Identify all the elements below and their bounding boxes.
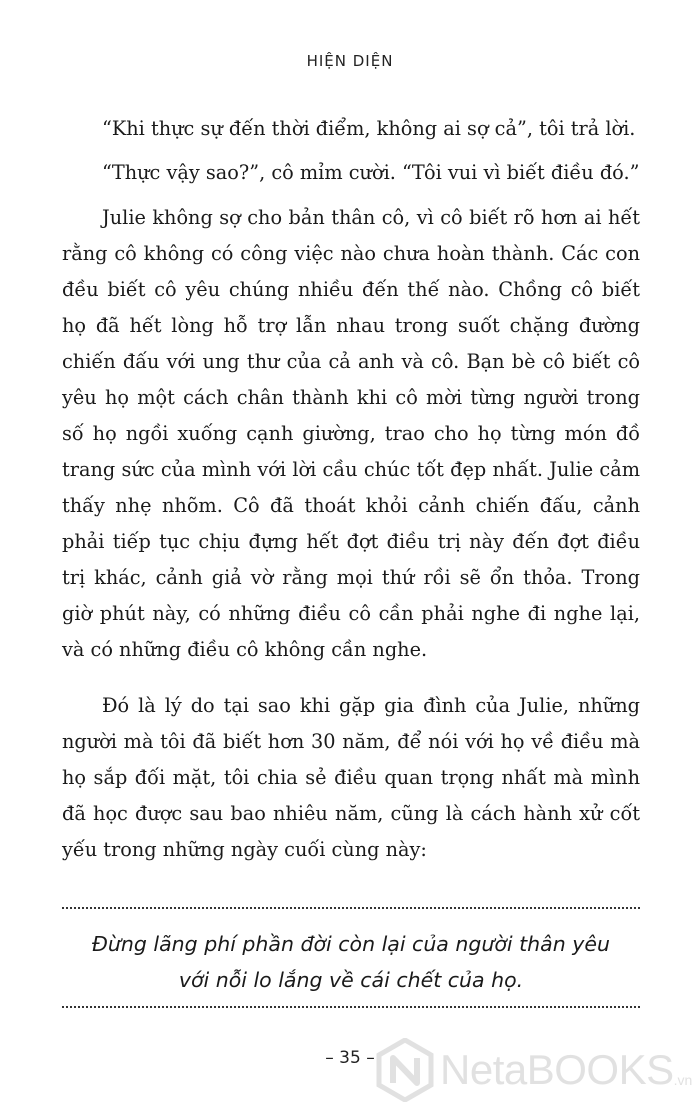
netabooks-logo-icon bbox=[376, 1038, 434, 1102]
callout-bottom-divider bbox=[62, 1006, 640, 1008]
paragraph-4 bbox=[62, 688, 640, 868]
paragraph-2 bbox=[62, 155, 640, 191]
callout-top-divider bbox=[62, 907, 640, 909]
paragraph-text: Julie không sợ cho bản thân cô, vì cô biết rõ hơn ai hết rằng cô không có công việc nào chưa hoàn thành. Các con đều biết cô yêu chúng nhiều đến thế nào. Chồng cô biết họ đã hết lòng hỗ trợ lẫn nhau trong suốt chặng đường chiến đấu với ung thư của cả anh và cô. Bạn bè cô biết cô yêu họ một cách chân thành khi cô mời từng người trong số họ ngồi xuống cạnh giường, trao cho họ từng món đồ trang sức của mình với lời cầu chúc tốt đẹp nhất. Julie cảm thấy nhẹ nhõm. Cô đã thoát khỏi cảnh chiến đấu, cảnh phải tiếp tục chịu đựng hết đợt điều trị này đến đợt điều trị khác, cảnh giả vờ rằng mọi thứ rồi sẽ ổn thỏa. Trong giờ phút này, có những điều cô cần phải nghe đi nghe lại, và có những điều cô không cần nghe. bbox=[62, 206, 640, 661]
callout-quote bbox=[62, 926, 640, 998]
callout-line-2: với nỗi lo lắng về cái chết của họ. bbox=[178, 968, 524, 992]
watermark-suffix: .vn bbox=[673, 1072, 693, 1088]
paragraph-text: “Khi thực sự đến thời điểm, không ai sợ cả”, tôi trả lời. bbox=[102, 117, 636, 140]
callout-line-1: Đừng lãng phí phần đời còn lại của người thân yêu bbox=[92, 932, 610, 956]
paragraph-3 bbox=[62, 200, 640, 668]
watermark bbox=[376, 1030, 696, 1110]
running-header-title: HIỆN DIỆN bbox=[306, 52, 394, 70]
watermark-brand: NetaBOOKS bbox=[440, 1046, 674, 1093]
paragraph-1 bbox=[62, 111, 640, 147]
page-number: – 35 – bbox=[325, 1048, 375, 1068]
paragraph-text: Đó là lý do tại sao khi gặp gia đình của Julie, những người mà tôi đã biết hơn 30 năm, để nói với họ về điều mà họ sắp đối mặt, tôi chia sẻ điều quan trọng nhất mà mình đã học được sau bao nhiêu năm, cũng là cách hành xử cốt yếu trong những ngày cuối cùng này: bbox=[62, 694, 640, 861]
paragraph-text: “Thực vậy sao?”, cô mỉm cười. “Tôi vui vì biết điều đó.” bbox=[102, 161, 640, 184]
